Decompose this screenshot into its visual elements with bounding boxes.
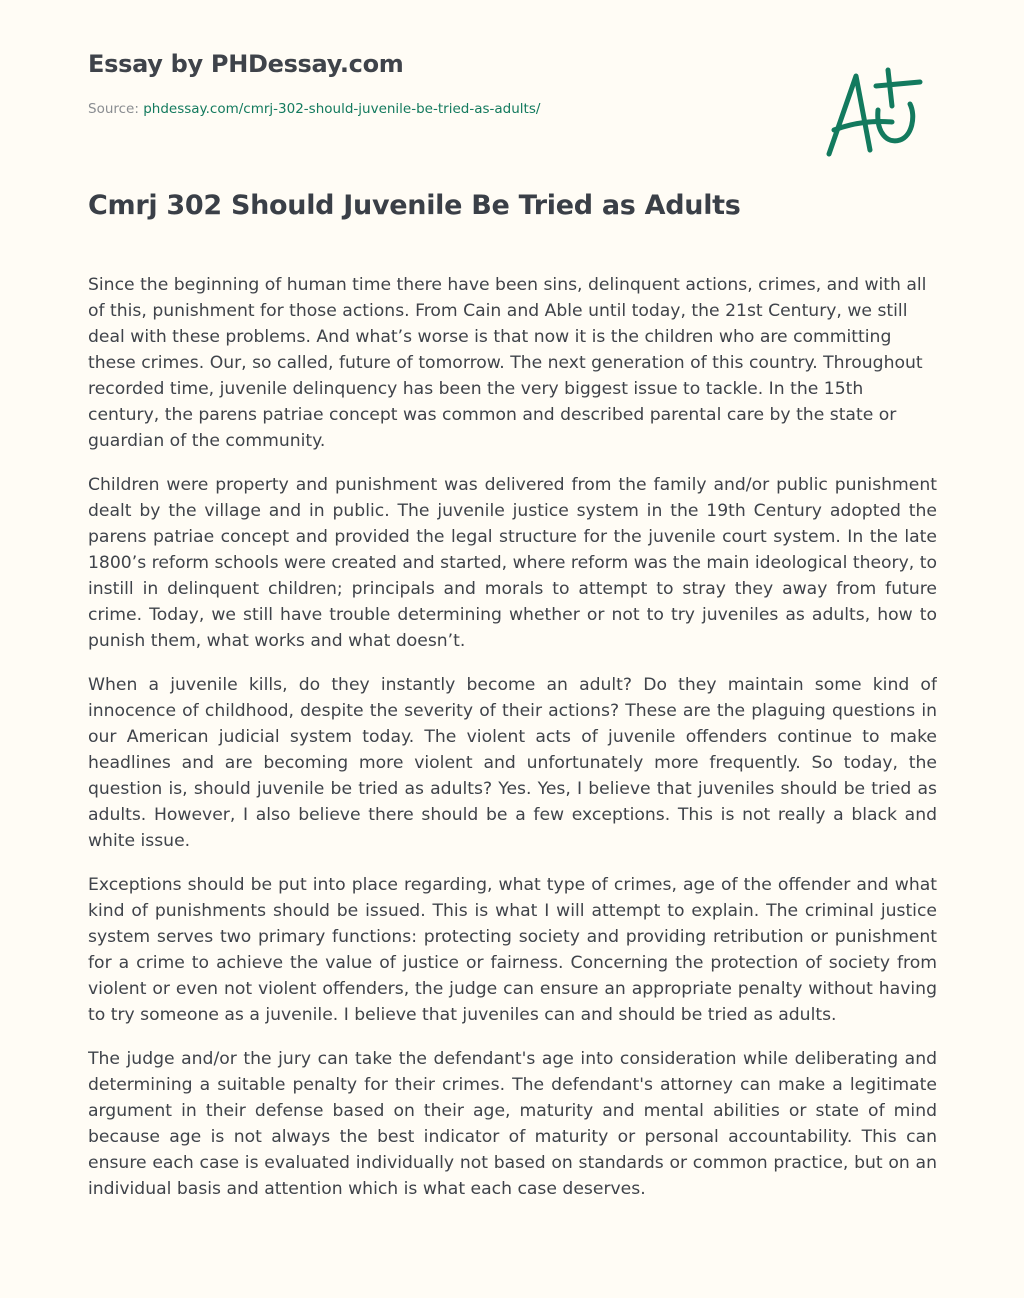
source-label: Source: bbox=[88, 101, 139, 117]
essay-body bbox=[88, 272, 937, 1252]
source-line bbox=[88, 101, 540, 117]
page-title: Cmrj 302 Should Juvenile Be Tried as Adults bbox=[88, 190, 741, 221]
essay-paragraph: When a juvenile kills, do they instantly become an adult? Do they maintain some kind of innocence of childhood, despite the severity of their actions? These are the plaguing questions in our American judicial system today. The violent acts of juvenile offenders continue to make headlines and are becoming more violent and unfortunately more frequently. So today, the question is, should juvenile be tried as adults? Yes. Yes, I believe that juveniles should be tried as adults. However, I also believe there should be a few exceptions. This is not really a black and white issue. bbox=[88, 675, 937, 851]
essay-paragraph: Exceptions should be put into place regarding, what type of crimes, age of the offender and what kind of punishments should be issued. This is what I will attempt to explain. The criminal justice system serves two primary functions: protecting society and providing retribution or punishment for a crime to achieve the value of justice or fairness. Concerning the protection of society from violent or even not violent offenders, the judge can ensure an appropriate penalty without having to try someone as a juvenile. I believe that juveniles can and should be tried as adults. bbox=[88, 875, 937, 1025]
essay-paragraph: Since the beginning of human time there have been sins, delinquent actions, crimes, and with all of this, punishment for those actions. From Cain and Able until today, the 21st Century, we still deal with these problems. And what’s worse is that now it is the children who are committing these crimes. Our, so called, future of tomorrow. The next generation of this country. Throughout recorded time, juvenile delinquency has been the very biggest issue to tackle. In the 15th century, the parens patriae concept was common and described parental care by the state or guardian of the community. bbox=[88, 275, 927, 451]
essay-paragraph: The judge and/or the jury can take the defendant's age into consideration while deliberating and determining a suitable penalty for their crimes. The defendant's attorney can make a legitimate argument in their defense based on their age, maturity and mental abilities or state of mind because age is not always the best indicator of maturity or personal accountability. This can ensure each case is evaluated individually not based on standards or common practice, but on an individual basis and attention which is what each case deserves. bbox=[88, 1049, 937, 1199]
source-link[interactable]: phdessay.com/cmrj-302-should-juvenile-be-tried-as-adults/ bbox=[143, 101, 541, 117]
a-plus-logo-icon bbox=[820, 64, 930, 160]
essay-paragraph: Children were property and punishment was delivered from the family and/or public punishment dealt by the village and in public. The juvenile justice system in the 19th Century adopted the parens patriae concept and provided the legal structure for the juvenile court system. In the late 1800’s reform schools were created and started, where reform was the main ideological theory, to instill in delinquent children; principals and morals to attempt to stray they away from future crime. Today, we still have trouble determining whether or not to try juveniles as adults, how to punish them, what works and what doesn’t. bbox=[88, 475, 937, 651]
site-brand: Essay by PHDessay.com bbox=[88, 50, 404, 78]
